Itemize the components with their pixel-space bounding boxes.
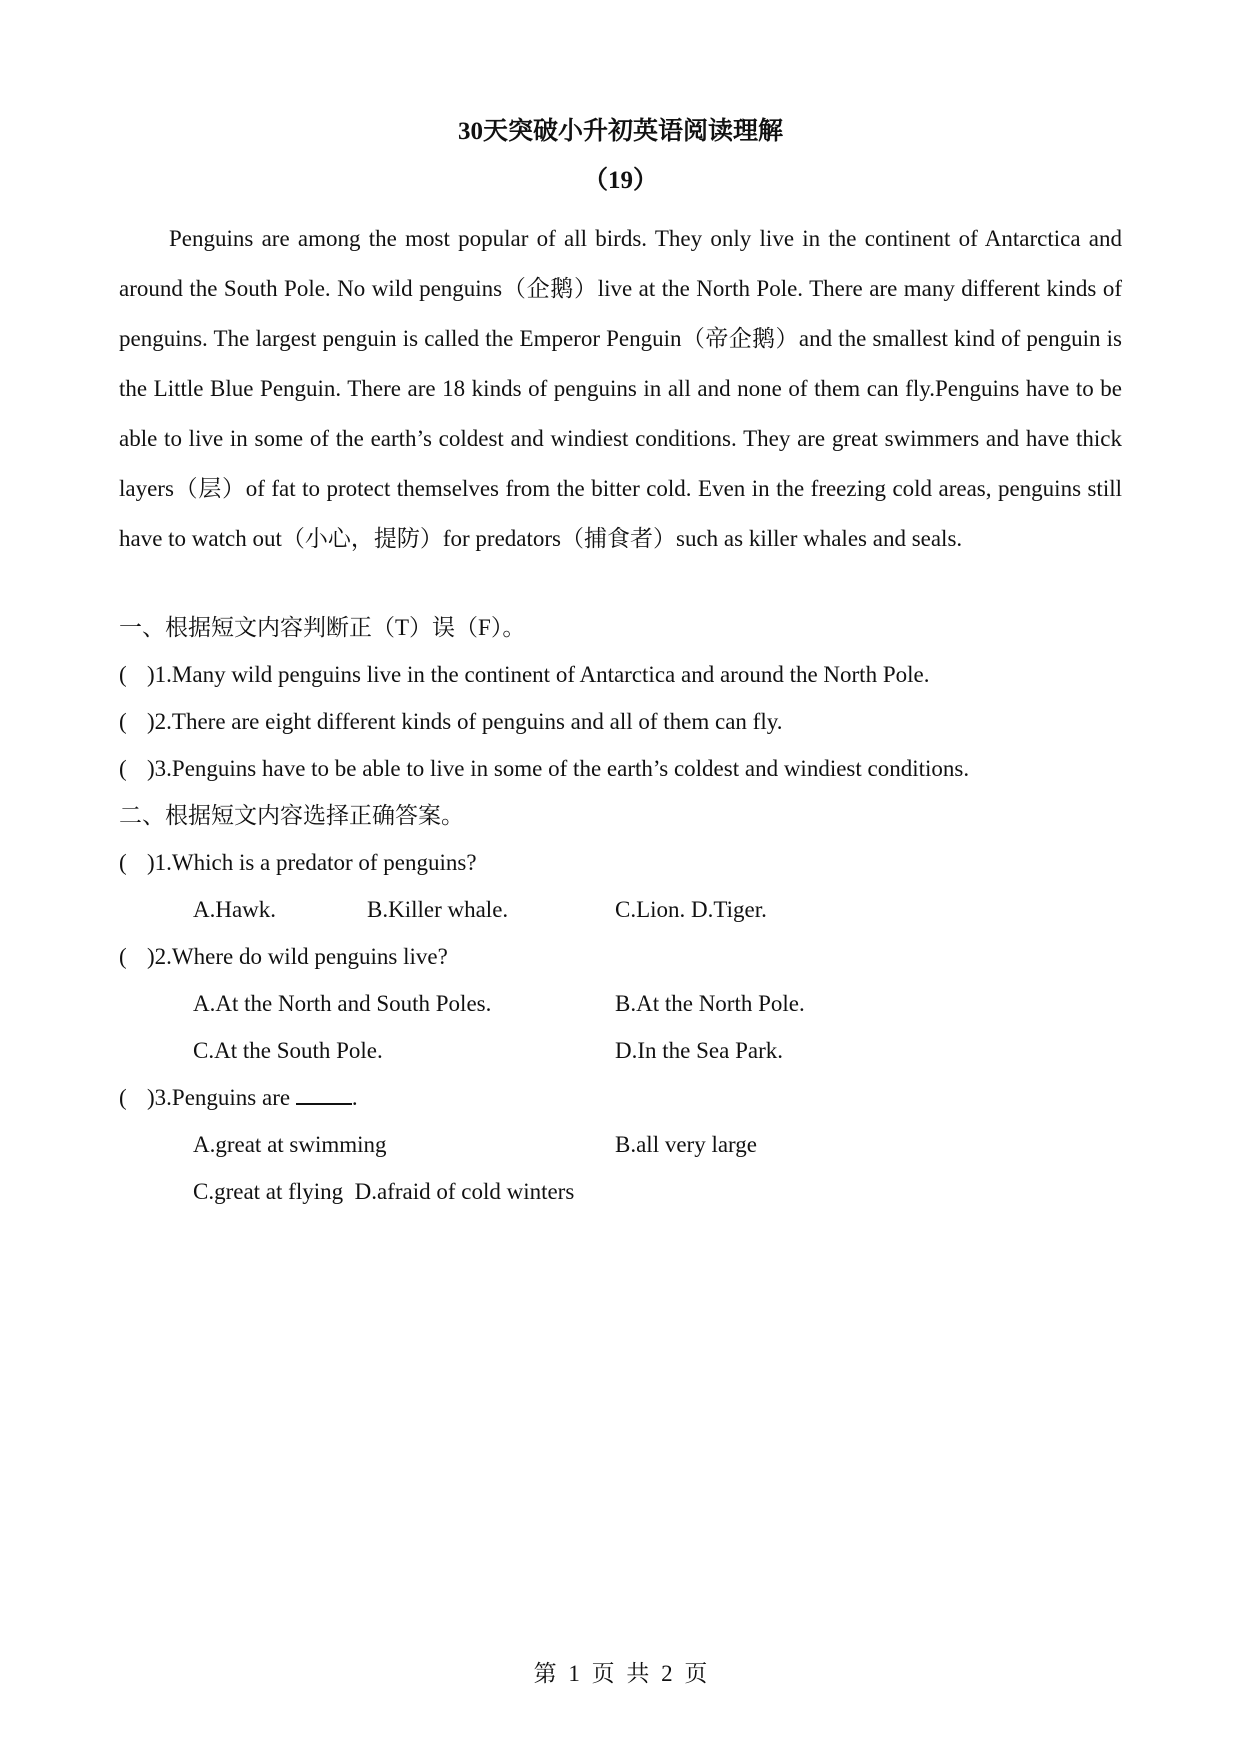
answer-paren: (	[119, 662, 127, 687]
answer-paren: (	[119, 1085, 127, 1110]
answer-paren: (	[119, 944, 127, 969]
reading-passage: Penguins are among the most popular of all birds. They only live in the continent of Antarctica and around the South Pole. No wild penguins（企鹅）live at the North Pole. There are many different kinds of penguins. The largest penguin is called the Emperor Penguin（帝企鹅）and the smallest kind of penguin is the Little Blue Penguin. There are 18 kinds of penguins in all and none of them can fly.Penguins have to be able to live in some of the earth’s coldest and windiest conditions. They are great swimmers and have thick layers（层）of fat to protect themselves from the bitter cold. Even in the freezing cold areas, penguins still have to watch out（小心，提防）for predators（捕食者）such as killer whales and seals.	[119, 226, 1122, 551]
answer-paren: (	[119, 756, 127, 781]
question-text: )2.There are eight different kinds of penguins and all of them can fly.	[147, 709, 783, 734]
question-text: )3.Penguins have to be able to live in some of the earth’s coldest and windiest conditions.	[147, 756, 970, 781]
question-text: )1.Many wild penguins live in the continent of Antarctica and around the North Pole.	[147, 662, 930, 687]
q1-option-c: C.Lion. D.Tiger.	[615, 897, 767, 922]
mc-question-2	[119, 941, 448, 973]
mc-question-1	[119, 847, 477, 879]
question-text-end: .	[351, 1085, 358, 1110]
q2-option-d: D.In the Sea Park.	[615, 1038, 783, 1063]
fill-blank	[296, 1083, 352, 1105]
q2-option-c: C.At the South Pole.	[193, 1038, 383, 1063]
question-text: )2.Where do wild penguins live?	[147, 944, 448, 969]
page-footer: 第 1 页 共 2 页	[533, 1661, 708, 1686]
q1-option-b: B.Killer whale.	[367, 897, 509, 922]
q3-option-a: A.great at swimming	[193, 1132, 387, 1157]
question-text: )1.Which is a predator of penguins?	[147, 850, 477, 875]
tf-question-3	[119, 753, 969, 785]
q2-option-b: B.At the North Pole.	[615, 991, 805, 1016]
q1-option-a: A.Hawk.	[193, 897, 277, 922]
section1-heading: 一、根据短文内容判断正（T）误（F）。	[119, 615, 526, 640]
question-text: )3.Penguins are	[147, 1085, 296, 1110]
answer-paren: (	[119, 850, 127, 875]
q3-option-c: C.great at flying D.afraid of cold winters	[193, 1179, 575, 1204]
worksheet-number: （19）	[582, 167, 658, 194]
mc-question-3	[119, 1082, 358, 1114]
page-title: 30天突破小升初英语阅读理解	[457, 118, 783, 145]
q3-option-b: B.all very large	[615, 1132, 757, 1157]
q2-option-a: A.At the North and South Poles.	[193, 991, 492, 1016]
tf-question-1	[119, 659, 929, 691]
section2-heading: 二、根据短文内容选择正确答案。	[119, 803, 464, 828]
answer-paren: (	[119, 709, 127, 734]
tf-question-2	[119, 706, 782, 738]
